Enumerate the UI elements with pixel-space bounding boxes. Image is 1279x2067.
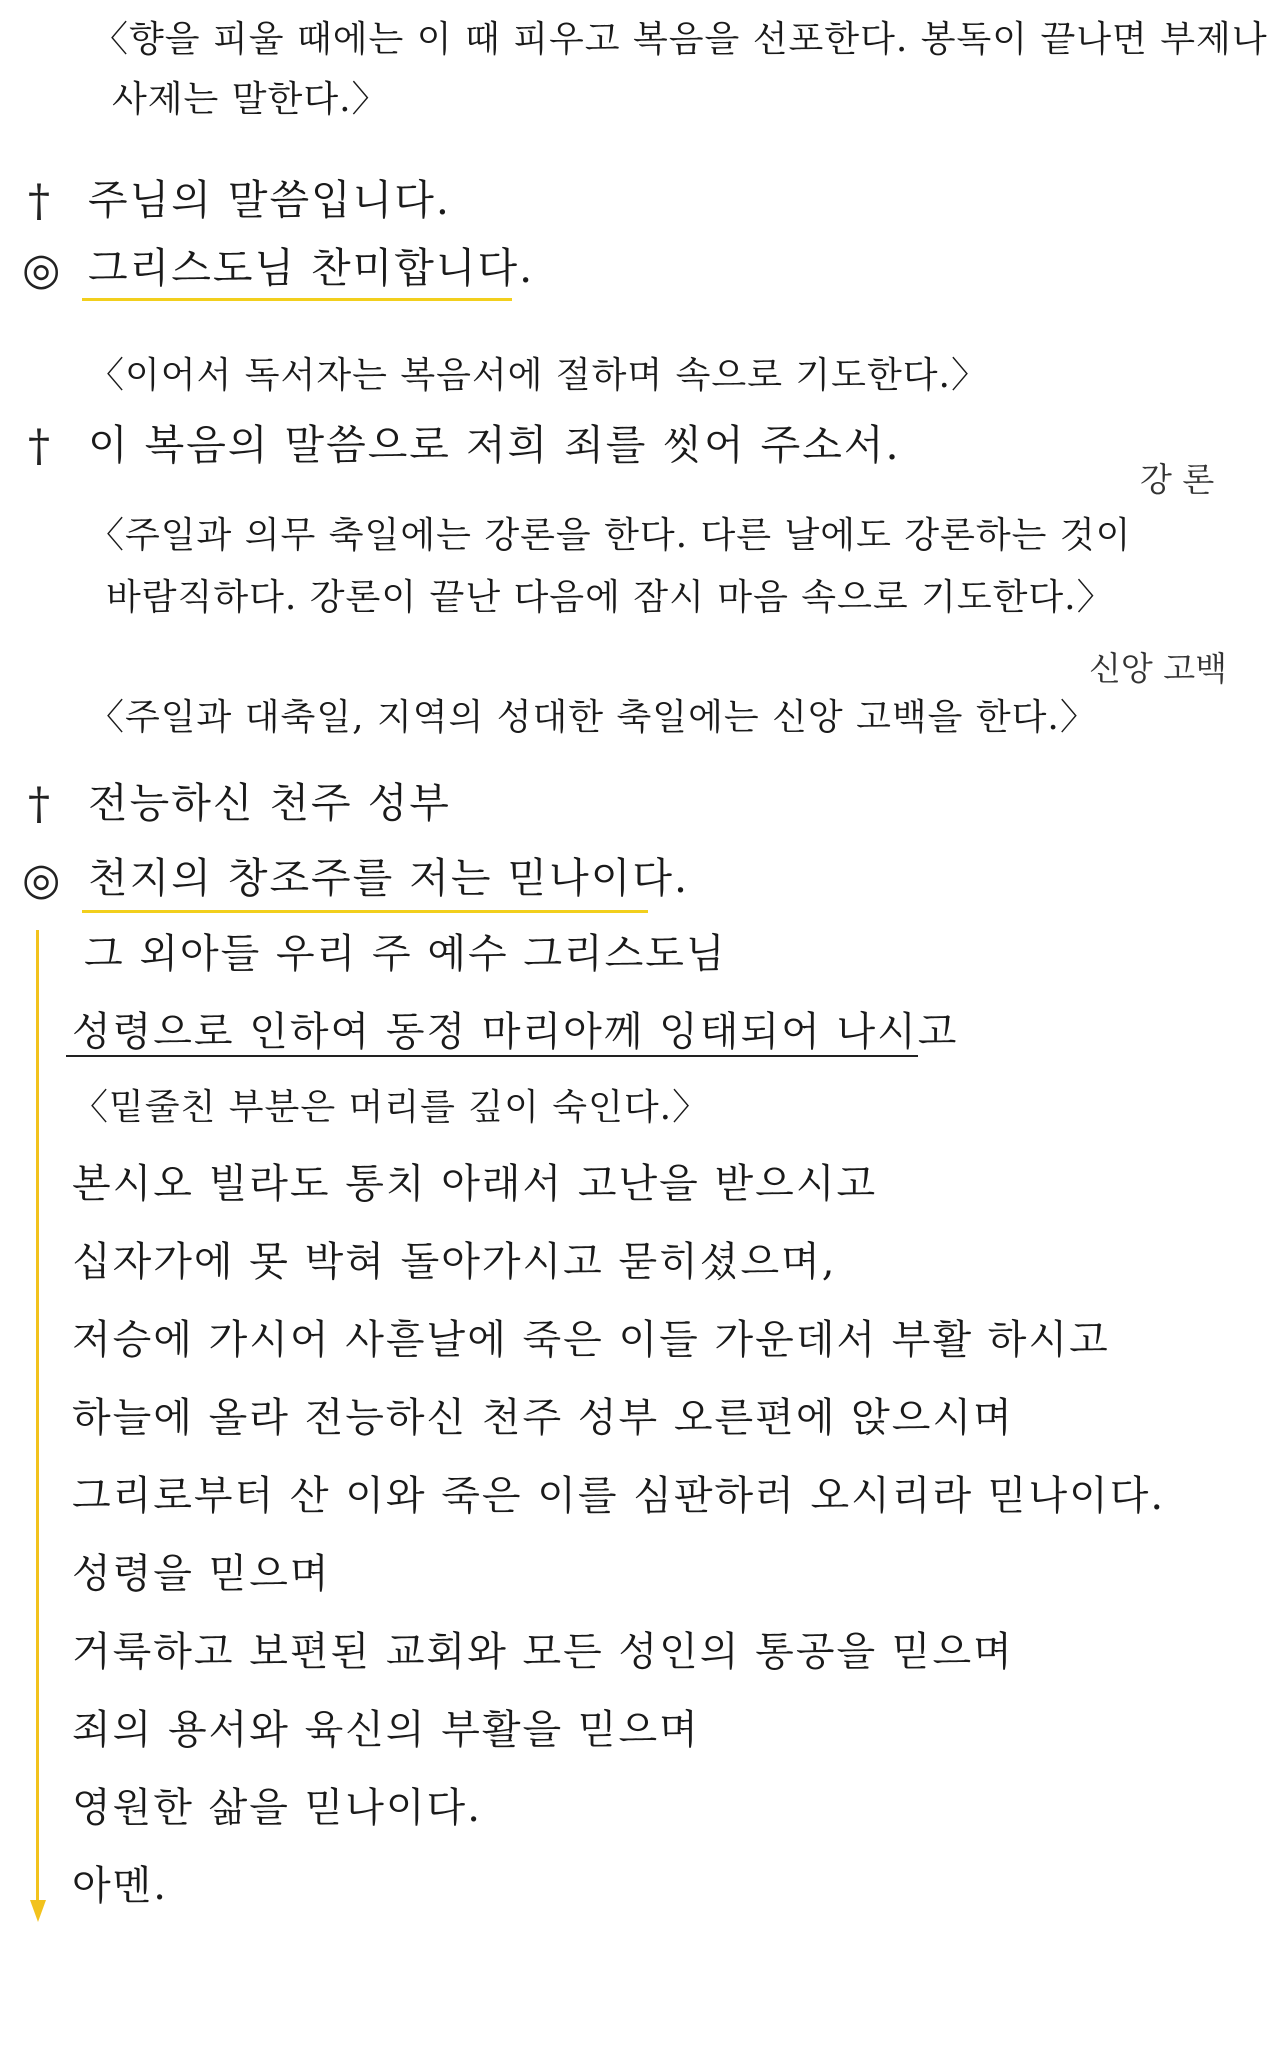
creed-line-1: 그 외아들 우리 주 예수 그리스도님 bbox=[84, 931, 727, 977]
cross-icon: † bbox=[28, 176, 50, 227]
rubric-bow: 〈이어서 독서자는 복음서에 절하며 속으로 기도한다.〉 bbox=[88, 355, 988, 396]
creed-line-4: 십자가에 못 박혀 돌아가시고 묻히셨으며, bbox=[72, 1239, 837, 1285]
creed-priest-intro: 전능하신 천주 성부 bbox=[88, 779, 451, 827]
response-highlight bbox=[82, 298, 512, 301]
rubric-incense-line1: 〈향을 피울 때에는 이 때 피우고 복음을 선포한다. 봉독이 끝나면 부제나 bbox=[92, 19, 1268, 60]
creed-line-8: 성령을 믿으며 bbox=[72, 1551, 331, 1597]
creed-line-9: 거룩하고 보편된 교회와 모든 성인의 통공을 믿으며 bbox=[72, 1629, 1014, 1675]
bow-underline bbox=[66, 1055, 918, 1057]
private-prayer: 이 복음의 말씀으로 저희 죄를 씻어 주소서. bbox=[88, 421, 901, 469]
creed-line-5: 저승에 가시어 사흗날에 죽은 이들 가운데서 부활 하시고 bbox=[72, 1317, 1110, 1363]
cross-icon: † bbox=[28, 421, 50, 472]
double-circle-icon: ◎ bbox=[22, 244, 61, 295]
priest-acclamation: 주님의 말씀입니다. bbox=[88, 176, 451, 224]
cross-icon: † bbox=[28, 779, 50, 830]
creed-line-11: 영원한 삶을 믿나이다. bbox=[72, 1785, 482, 1831]
down-arrow-icon bbox=[30, 1900, 46, 1922]
creed-line-3: 본시오 빌라도 통치 아래서 고난을 받으시고 bbox=[72, 1161, 878, 1207]
section-label-creed: 신앙 고백 bbox=[1089, 649, 1228, 688]
creed-line-7: 그리로부터 산 이와 죽은 이를 심판하러 오시리라 믿나이다. bbox=[72, 1473, 1166, 1519]
creed-line-10: 죄의 용서와 육신의 부활을 믿으며 bbox=[72, 1707, 700, 1753]
section-label-homily: 강 론 bbox=[1140, 460, 1215, 499]
rubric-creed: 〈주일과 대축일, 지역의 성대한 축일에는 신앙 고백을 한다.〉 bbox=[88, 697, 1097, 738]
double-circle-icon: ◎ bbox=[22, 854, 61, 905]
rubric-homily-line2: 바람직하다. 강론이 끝난 다음에 잠시 마음 속으로 기도한다.〉 bbox=[106, 577, 1114, 618]
rubric-incense-line2: 사제는 말한다.〉 bbox=[112, 79, 389, 120]
creed-line-6: 하늘에 올라 전능하신 천주 성부 오른편에 앉으시며 bbox=[72, 1395, 1014, 1441]
creed-response-highlight bbox=[82, 910, 648, 913]
creed-arrow-line bbox=[36, 930, 39, 1902]
creed-people-response: 천지의 창조주를 저는 믿나이다. bbox=[88, 854, 690, 902]
creed-line-amen: 아멘. bbox=[72, 1863, 168, 1909]
creed-line-2: 성령으로 인하여 동정 마리아께 잉태되어 나시고 bbox=[72, 1009, 959, 1055]
rubric-homily-line1: 〈주일과 의무 축일에는 강론을 한다. 다른 날에도 강론하는 것이 bbox=[88, 515, 1132, 556]
rubric-bow-head: 〈밑줄친 부분은 머리를 깊이 숙인다.〉 bbox=[72, 1087, 710, 1128]
people-response: 그리스도님 찬미합니다. bbox=[88, 244, 535, 292]
